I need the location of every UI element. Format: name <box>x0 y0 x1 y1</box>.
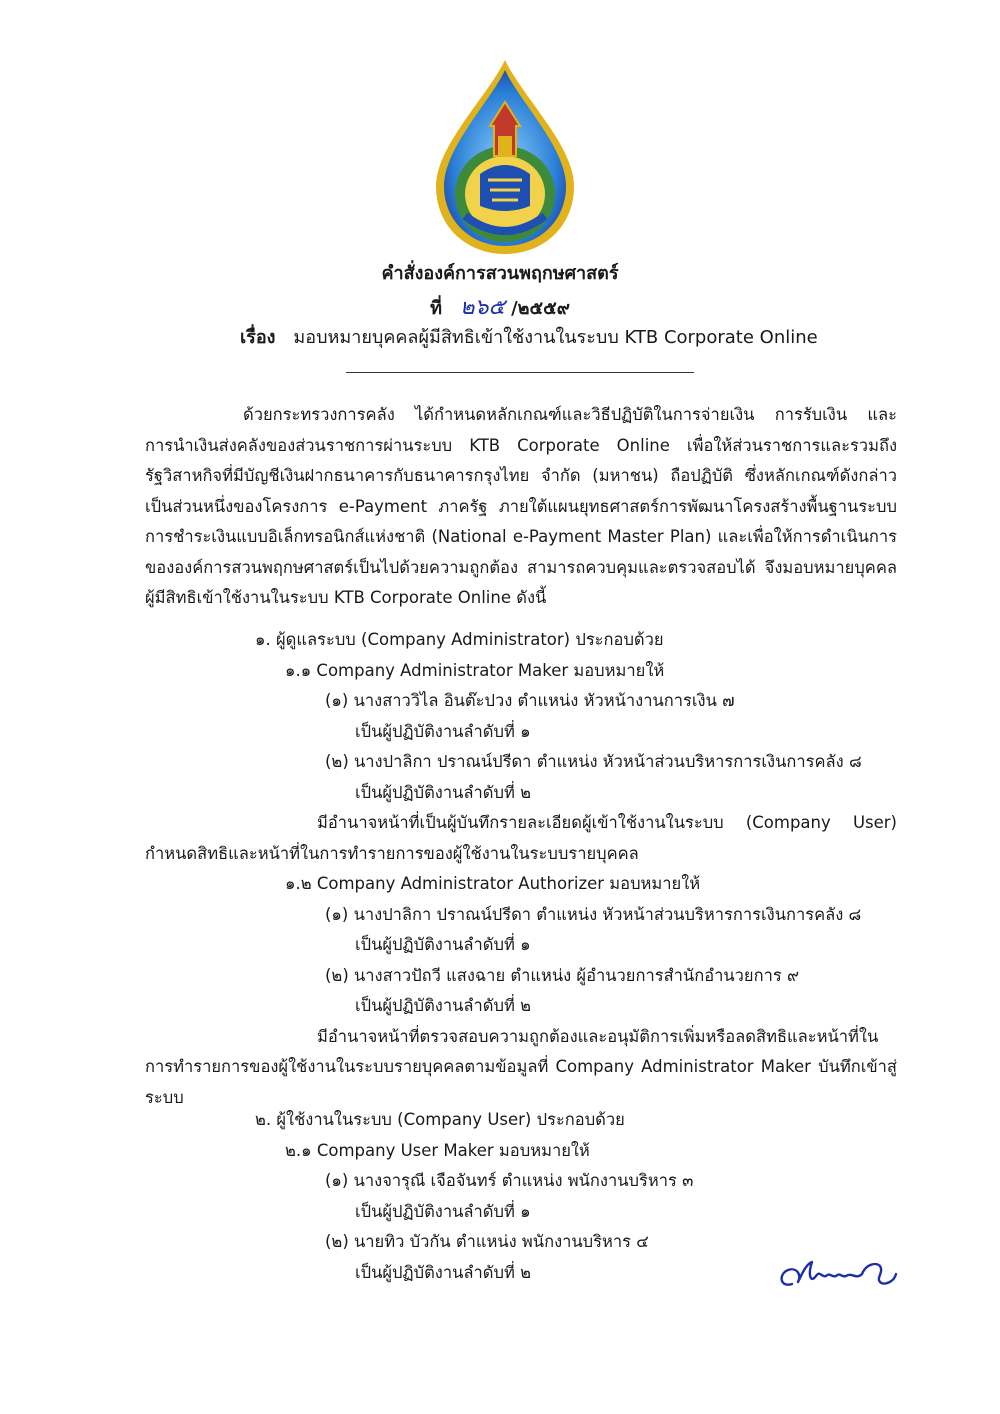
divider <box>346 372 694 373</box>
intro-paragraph: ด้วยกระทรวงการคลัง ได้กำหนดหลักเกณฑ์และวิธีปฏิบัติในการจ่ายเงิน การรับเงิน และการนำเงินส่งคลังของส่วนราชการผ่านระบบ KTB Corporate Online เพื่อให้ส่วนราชการและรวมถึงรัฐวิสาหกิจที่มีบัญชีเงินฝากธนาคารกับธนาคารกรุงไทย จำกัด (มหาชน) ถือปฏิบัติ ซึ่งหลักเกณฑ์ดังกล่าวเป็นส่วนหนึ่งของโครงการ e-Payment ภาครัฐ ภายใต้แผนยุทธศาสตร์การพัฒนาโครงสร้างพื้นฐานระบบการชำระเงินแบบอิเล็กทรอนิกส์แห่งชาติ (National e-Payment Master Plan) และเพื่อให้การดำเนินการขององค์การสวนพฤกษศาสตร์เป็นไปด้วยความถูกต้อง สามารถควบคุมและตรวจสอบได้ จึงมอบหมายบุคคลผู้มีสิทธิเข้าใช้งานในระบบ KTB Corporate Online ดังนี้ <box>145 405 897 607</box>
section-1-2-person-2-order: เป็นผู้ปฏิบัติงานลำดับที่ ๒ <box>355 996 531 1015</box>
section-1 <box>145 625 897 1113</box>
organization-seal-logo <box>428 56 582 258</box>
section-1-1-person-2: (๒) นางปาลิกา ปราณน์ปรีดา ตำแหน่ง หัวหน้าส่วนบริหารการเงินการคลัง ๘ <box>325 752 862 771</box>
order-number-label: ที่ <box>430 298 442 319</box>
section-1-1-person-1: (๑) นางสาววิไล อินต๊ะปวง ตำแหน่ง หัวหน้างานการเงิน ๗ <box>325 691 735 710</box>
section-2-1-person-2: (๒) นายทิว บัวกัน ตำแหน่ง พนักงานบริหาร ๔ <box>325 1232 649 1251</box>
order-number-handwritten: ๒๖๕ <box>459 295 506 320</box>
section-1-1-title: ๑.๑ Company Administrator Maker มอบหมายให้ <box>285 660 665 680</box>
section-1-2-person-1-order: เป็นผู้ปฏิบัติงานลำดับที่ ๑ <box>355 935 531 954</box>
section-1-1-person-1-order: เป็นผู้ปฏิบัติงานลำดับที่ ๑ <box>355 721 531 741</box>
document-body <box>145 400 897 614</box>
section-1-2-title: ๑.๒ Company Administrator Authorizer มอบหมายให้ <box>285 874 701 893</box>
subject-text: มอบหมายบุคคลผู้มีสิทธิเข้าใช้งานในระบบ KTB Corporate Online <box>293 327 818 348</box>
subject-line <box>240 322 818 351</box>
section-1-title: ๑. ผู้ดูแลระบบ (Company Administrator) ประกอบด้วย <box>255 630 664 649</box>
section-2-1-person-2-order: เป็นผู้ปฏิบัติงานลำดับที่ ๒ <box>355 1262 531 1282</box>
section-2-title: ๒. ผู้ใช้งานในระบบ (Company User) ประกอบด้วย <box>255 1110 625 1129</box>
order-title: คำสั่งองค์การสวนพฤกษศาสตร์ <box>381 263 619 284</box>
section-1-1-person-2-order: เป็นผู้ปฏิบัติงานลำดับที่ ๒ <box>355 782 531 802</box>
order-number-year: /๒๕๕๙ <box>511 298 570 319</box>
section-1-2-duty: มีอำนาจหน้าที่ตรวจสอบความถูกต้องและอนุมัติการเพิ่มหรือลดสิทธิและหน้าที่ในการทำรายการของผู้ใช้งานในระบบรายบุคคลตามข้อมูลที่ Company Administrator Maker บันทึกเข้าสู่ระบบ <box>145 1026 897 1107</box>
subject-label: เรื่อง <box>240 327 276 348</box>
section-1-1-duty: มีอำนาจหน้าที่เป็นผู้บันทึกรายละเอียดผู้เข้าใช้งานในระบบ (Company User) กำหนดสิทธิและหน้าที่ในการทำรายการของผู้ใช้งานในระบบรายบุคคล <box>145 813 897 863</box>
signature-initials <box>772 1244 912 1304</box>
section-1-2-person-1: (๑) นางปาลิกา ปราณน์ปรีดา ตำแหน่ง หัวหน้าส่วนบริหารการเงินการคลัง ๘ <box>325 904 862 924</box>
section-2-1-person-1: (๑) นางจารุณี เจือจันทร์ ตำแหน่ง พนักงานบริหาร ๓ <box>325 1171 694 1190</box>
section-1-2-person-2: (๒) นางสาวปัถวี แสงฉาย ตำแหน่ง ผู้อำนวยการสำนักอำนวยการ ๙ <box>325 965 800 985</box>
order-number-line <box>0 289 1000 324</box>
section-2-1-person-1-order: เป็นผู้ปฏิบัติงานลำดับที่ ๑ <box>355 1201 531 1221</box>
section-2-1-title: ๒.๑ Company User Maker มอบหมายให้ <box>285 1140 590 1160</box>
